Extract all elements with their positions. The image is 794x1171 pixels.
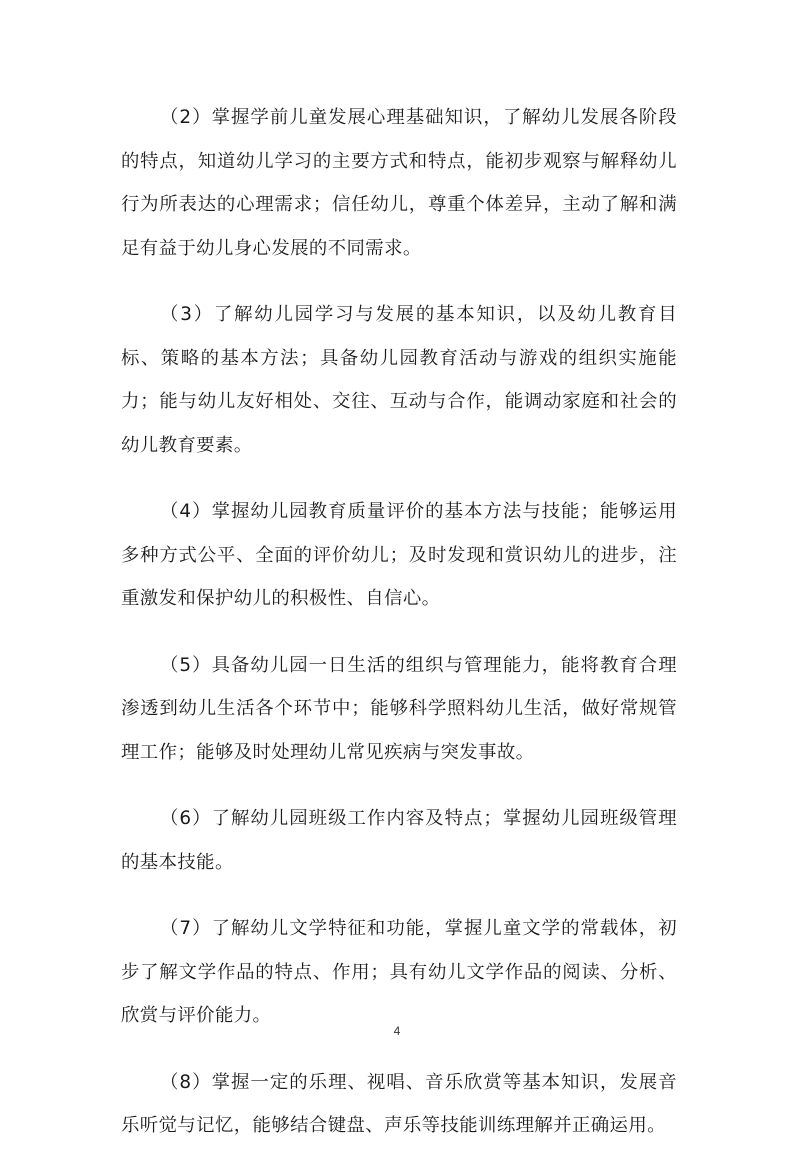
paragraph-item-2: （2）掌握学前儿童发展心理基础知识，了解幼儿发展各阶段的特点，知道幼儿学习的主要方式和特点，能初步观察与解释幼儿行为所表达的心理需求；信任幼儿，尊重个体差异，主动了解和满足有益于幼儿身心发展的不同需求。 [121,107,677,259]
paragraph-item-4: （4）掌握幼儿园教育质量评价的基本方法与技能；能够运用多种方式公平、全面的评价幼儿；及时发现和赏识幼儿的进步，注重激发和保护幼儿的积极性、自信心。 [121,501,677,609]
paragraph-item-8: （8）掌握一定的乐理、视唱、音乐欣赏等基本知识，发展音乐听觉与记忆，能够结合键盘、声乐等技能训练理解并正确运用。 [121,1071,677,1136]
page-number: 4 [393,1024,401,1038]
paragraph-item-5: （5）具备幼儿园一日生活的组织与管理能力，能将教育合理渗透到幼儿生活各个环节中；能够科学照料幼儿生活，做好常规管理工作；能够及时处理幼儿常见疾病与突发事故。 [121,654,677,763]
paragraph-item-7: （7）了解幼儿文学特征和功能，掌握儿童文学的常载体，初步了解文学作品的特点、作用；具有幼儿文学作品的阅读、分析、欣赏与评价能力。 [121,918,677,1026]
paragraph-item-3: （3）了解幼儿园学习与发展的基本知识，以及幼儿教育目标、策略的基本方法；具备幼儿园教育活动与游戏的组织实施能力；能与幼儿友好相处、交往、互动与合作，能调动家庭和社会的幼儿教育要素。 [121,304,677,456]
document-body [121,96,677,1171]
paragraph-item-6: （6）了解幼儿园班级工作内容及特点；掌握幼儿园班级管理的基本技能。 [121,808,677,873]
